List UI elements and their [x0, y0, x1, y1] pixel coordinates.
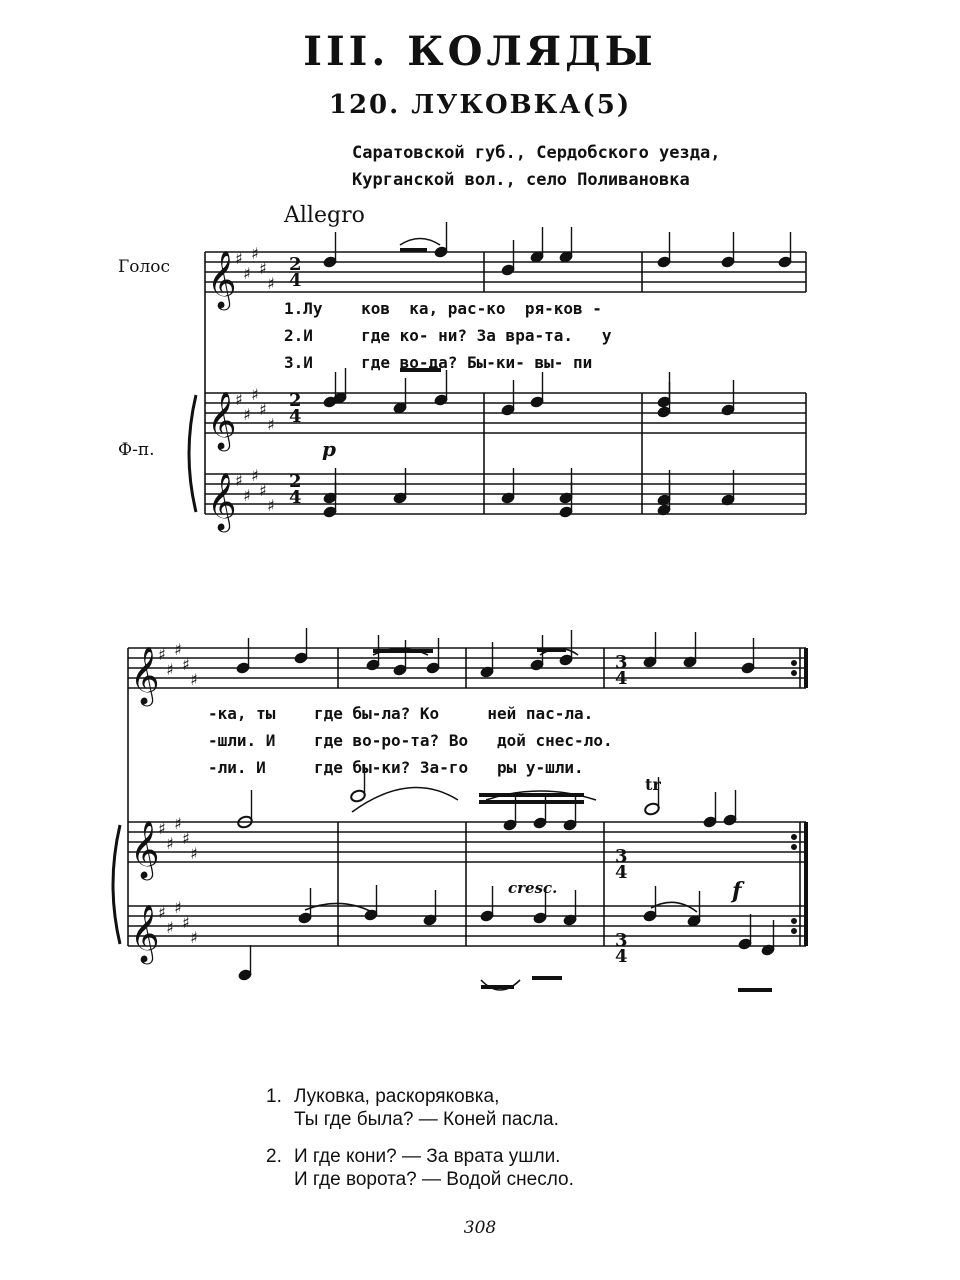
dynamic-forte: f	[732, 878, 742, 904]
lyrics-system1-verse2: 2.И где ко- ни? За вра-та. у	[284, 326, 612, 345]
lyrics-system2-verse2: -шли. И где во-ро-та? Во дой снес-ло.	[208, 731, 613, 750]
repeat-dot	[792, 671, 797, 676]
time-signature-lh-bottom: 4	[289, 487, 302, 508]
voice-staff-sys1-sharp: ♯	[243, 264, 251, 283]
piano-lh-staff-sys2-sharp: ♯	[158, 903, 166, 922]
verse-stanza-1	[266, 1085, 574, 1131]
time-signature-lh-top: 2	[289, 471, 302, 492]
piano-lh-staff-sys2-sharp: ♯	[174, 898, 182, 917]
lyrics-system2-verse1: -ка, ты где бы-ла? Ко ней пас-ла.	[208, 704, 594, 723]
trill-mark: tr	[645, 775, 661, 794]
voice-slur	[400, 239, 440, 246]
voice-staff-sys2-sharp: ♯	[182, 655, 190, 674]
piano-brace-sys2	[113, 825, 120, 944]
time-signature-voice-top: 2	[289, 254, 302, 275]
verse-line: Луковка, раскоряковка,	[294, 1086, 500, 1107]
piano-rh-staff-sys2-sharp: ♯	[166, 834, 174, 853]
time-change-lh-bottom: 4	[615, 946, 628, 967]
piano-rh-staff-sys1-sharp: ♯	[267, 415, 275, 434]
piano-lh-staff-sys2-sharp: ♯	[166, 918, 174, 937]
repeat-dot	[792, 845, 797, 850]
voice-staff-sys1-sharp: ♯	[259, 259, 267, 278]
piano-rh-staff-sys1-sharp: ♯	[251, 385, 259, 404]
time-change-lh-top: 3	[615, 930, 628, 951]
rh-slur	[352, 788, 458, 813]
dynamic-cresc: cresc.	[508, 879, 558, 897]
provenance-line-2: Курганской вол., село Поливановка	[352, 170, 690, 190]
voice-staff-sys2-sharp: ♯	[166, 660, 174, 679]
tempo-marking: Allegro	[284, 203, 365, 228]
lh-slur	[651, 902, 697, 912]
voice-staff-sys1-sharp: ♯	[267, 274, 275, 293]
voice-staff-sys1-clef: 𝄞	[207, 250, 237, 308]
lyrics-system2-verse3: -ли. И где бы-ки? За-го ры у-шли.	[208, 758, 584, 777]
section-title: III. КОЛЯДЫ	[303, 28, 657, 75]
dynamic-piano: p	[322, 437, 336, 461]
piano-lh-staff-sys1-clef: 𝄞	[207, 472, 237, 530]
lyrics-system1-verse3: 3.И где во-да? Бы-ки- вы- пи	[284, 353, 593, 372]
voice-staff-sys1-sharp: ♯	[235, 249, 243, 268]
voice-staff-sys2-sharp: ♯	[174, 640, 182, 659]
verse-line: И где ворота? — Водой снесло.	[294, 1169, 574, 1190]
repeat-dot	[792, 835, 797, 840]
time-change-rh-bottom: 4	[615, 862, 628, 883]
provenance-line-1: Саратовской губ., Сердобского уезда,	[352, 143, 721, 163]
time-signature-rh-top: 2	[289, 390, 302, 411]
piano-rh-staff-sys2-sharp: ♯	[174, 814, 182, 833]
verse-number: 2.	[266, 1146, 282, 1167]
piano-lh-staff-sys2-clef: 𝄞	[130, 904, 160, 962]
piano-rh-staff-sys2-clef: 𝄞	[130, 820, 160, 878]
piano-lh-staff-sys1-sharp: ♯	[251, 466, 259, 485]
time-signature-rh-bottom: 4	[289, 406, 302, 427]
piano-rh-staff-sys1-sharp: ♯	[243, 405, 251, 424]
repeat-dot	[792, 919, 797, 924]
page-number: 308	[463, 1218, 497, 1238]
verse-text-block	[266, 1085, 574, 1205]
verse-number: 1.	[266, 1086, 282, 1107]
piano-lh-staff-sys2-sharp: ♯	[182, 913, 190, 932]
verse-stanza-2	[266, 1145, 574, 1191]
time-signature-voice-bottom: 4	[289, 270, 302, 291]
piano-lh-staff-sys1-sharp: ♯	[267, 496, 275, 515]
piano-lh-staff-sys2-sharp: ♯	[190, 928, 198, 947]
verse-line: И где кони? — За врата ушли.	[294, 1146, 561, 1167]
piano-rh-staff-sys2-sharp: ♯	[190, 844, 198, 863]
time-change-voice-bottom: 4	[615, 668, 628, 689]
piano-rh-staff-sys1-sharp: ♯	[259, 400, 267, 419]
piano-lh-staff-sys1-sharp: ♯	[259, 481, 267, 500]
piano-rh-staff-sys2-sharp: ♯	[158, 819, 166, 838]
voice-staff-label: Голос	[118, 257, 171, 277]
piano-rh-staff-sys2-sharp: ♯	[182, 829, 190, 848]
piano-rh-staff-sys1-clef: 𝄞	[207, 391, 237, 449]
piano-staff-label: Ф-п.	[118, 440, 155, 460]
voice-staff-sys2-sharp: ♯	[158, 645, 166, 664]
repeat-dot	[792, 929, 797, 934]
piano-rh-staff-sys1-sharp: ♯	[235, 390, 243, 409]
verse-line: Ты где была? — Коней пасла.	[294, 1109, 559, 1130]
time-change-voice-top: 3	[615, 652, 628, 673]
voice-staff-sys2-clef: 𝄞	[130, 646, 160, 704]
repeat-dot	[792, 661, 797, 666]
song-title: 120. ЛУКОВКА(5)	[328, 90, 632, 120]
piano-lh-staff-sys1-sharp: ♯	[235, 471, 243, 490]
piano-lh-staff-sys1-sharp: ♯	[243, 486, 251, 505]
voice-staff-sys2-sharp: ♯	[190, 670, 198, 689]
voice-staff-sys1-sharp: ♯	[251, 244, 259, 263]
piano-brace-sys1	[189, 395, 196, 512]
lyrics-system1-verse1: 1.Лу ков ка, рас-ко ря-ков -	[284, 299, 602, 318]
time-change-rh-top: 3	[615, 846, 628, 867]
